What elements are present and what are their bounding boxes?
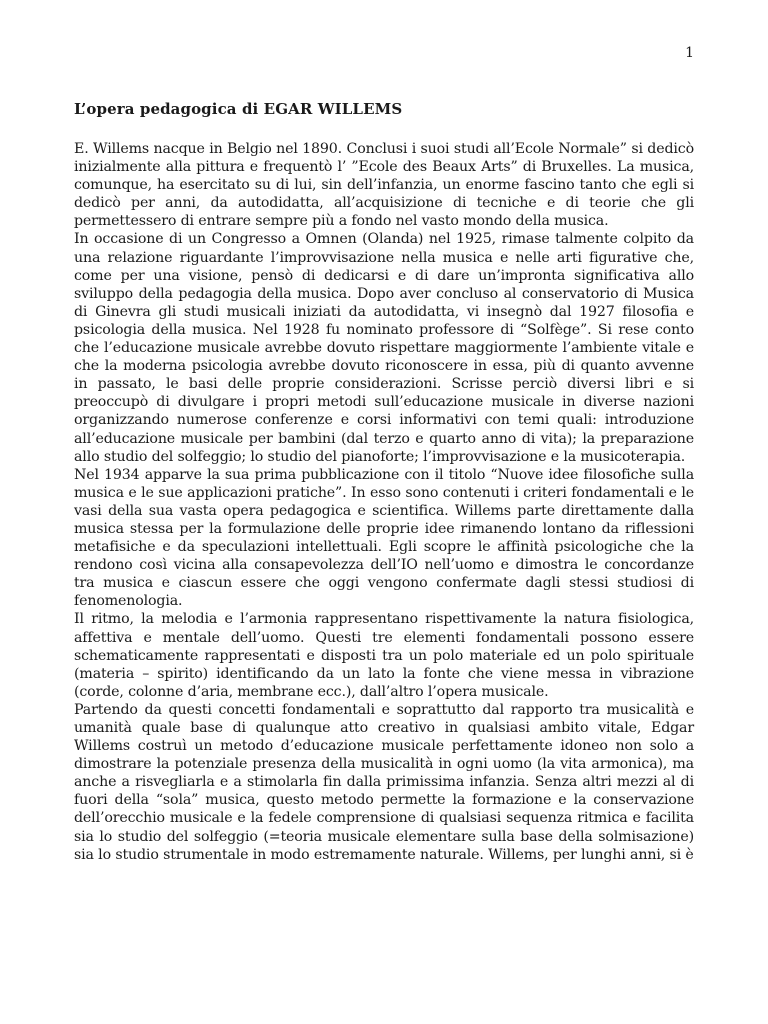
document-title: L’opera pedagogica di EGAR WILLEMS — [74, 100, 403, 118]
paragraph-publication: Nel 1934 apparve la sua prima pubblicazione con il titolo “Nuove idee filosofiche sulla musica e le sue applicazioni pratiche”. In esso sono contenuti i criteri fondamentali e le vasi della sua vasta opera pedagogica e scientifica. Willems parte direttamente dalla musica stessa per la formulazione delle proprie idee rimanendo lontano da riflessioni metafisiche e da speculazioni intellettuali. Egli scopre le affinità psicologiche che la rendono così vicina alla consapevolezza dell’IO nell’uomo e dimostra le concordanze tra musica e ciascun essere che oggi vengono confermate dagli stessi studiosi di fenomenologia. — [74, 466, 694, 610]
document-body — [74, 100, 694, 864]
paragraph-biography: E. Willems nacque in Belgio nel 1890. Conclusi i suoi studi all’Ecole Normale” si dedicò inizialmente alla pittura e frequentò l’ ”Ecole des Beaux Arts” di Bruxelles. La musica, comunque, ha esercitato su di lui, sin dell’infanzia, un enorme fascino tanto che egli si dedicò per anni, da autodidatta, all’acquisizione di tecniche e di teorie che gli permettessero di entrare sempre più a fondo nel vasto mondo della musica. — [74, 141, 694, 230]
paragraph-congress: In occasione di un Congresso a Omnen (Olanda) nel 1925, rimase talmente colpito da una relazione riguardante l’improvvisazione nella musica e nelle arti figurative che, come per una visione, pensò di dedicarsi e di dare un’impronta significativa allo sviluppo della pedagogia della musica. Dopo aver concluso al conservatorio di Musica di Ginevra gli studi musicali iniziati da autodidatta, vi insegnò dal 1927 filosofia e psicologia della musica. Nel 1928 fu nominato professore di “Solfège”. Si rese conto che l’educazione musicale avrebbe dovuto rispettare maggiormente l’ambiente vitale e che la moderna psicologia avrebbe dovuto riconoscere in essa, più di quanto avvenne in passato, le basi delle proprie considerazioni. Scrisse perciò diversi libri e si preoccupò di divulgare i propri metodi sull’educazione musicale in diverse nazioni organizzando numerose conferenze e corsi informativi con temi quali: introduzione all’educazione musicale per bambini (dal terzo e quarto anno di vita); la preparazione allo studio del solfeggio; lo studio del pianoforte; l’improvvisazione e la musicoterapia. — [74, 231, 694, 465]
paragraph-rhythm-melody-harmony: Il ritmo, la melodia e l’armonia rappresentano rispettivamente la natura fisiologica, affettiva e mentale dell’uomo. Questi tre elementi fondamentali possono essere schematicamente rappresentati e disposti tra un polo materiale ed un polo spirituale (materia – spirito) identificando da un lato la fonte che viene messa in vibrazione (corde, colonne d’aria, membrane ecc.), dall’altro l’opera musicale. — [74, 611, 694, 700]
paragraph-method: Partendo da questi concetti fondamentali e soprattutto dal rapporto tra musicalità e umanità quale base di qualunque atto creativo in qualsiasi ambito vitale, Edgar Willems costruì un metodo d’educazione musicale perfettamente idoneo non solo a dimostrare la potenziale presenza della musicalità in ogni uomo (la vita armonica), ma anche a risvegliarla e a stimolarla fin dalla primissima infanzia. Senza altri mezzi al di fuori della “sola” musica, questo metodo permette la formazione e la conservazione dell’orecchio musicale e la fedele comprensione di qualsiasi sequenza ritmica e facilita sia lo studio del solfeggio (=teoria musicale elementare sulla base della solmisazione) sia lo studio strumentale in modo estremamente naturale. Willems, per lunghi anni, si è — [74, 701, 694, 863]
page-number: 1 — [685, 45, 694, 61]
